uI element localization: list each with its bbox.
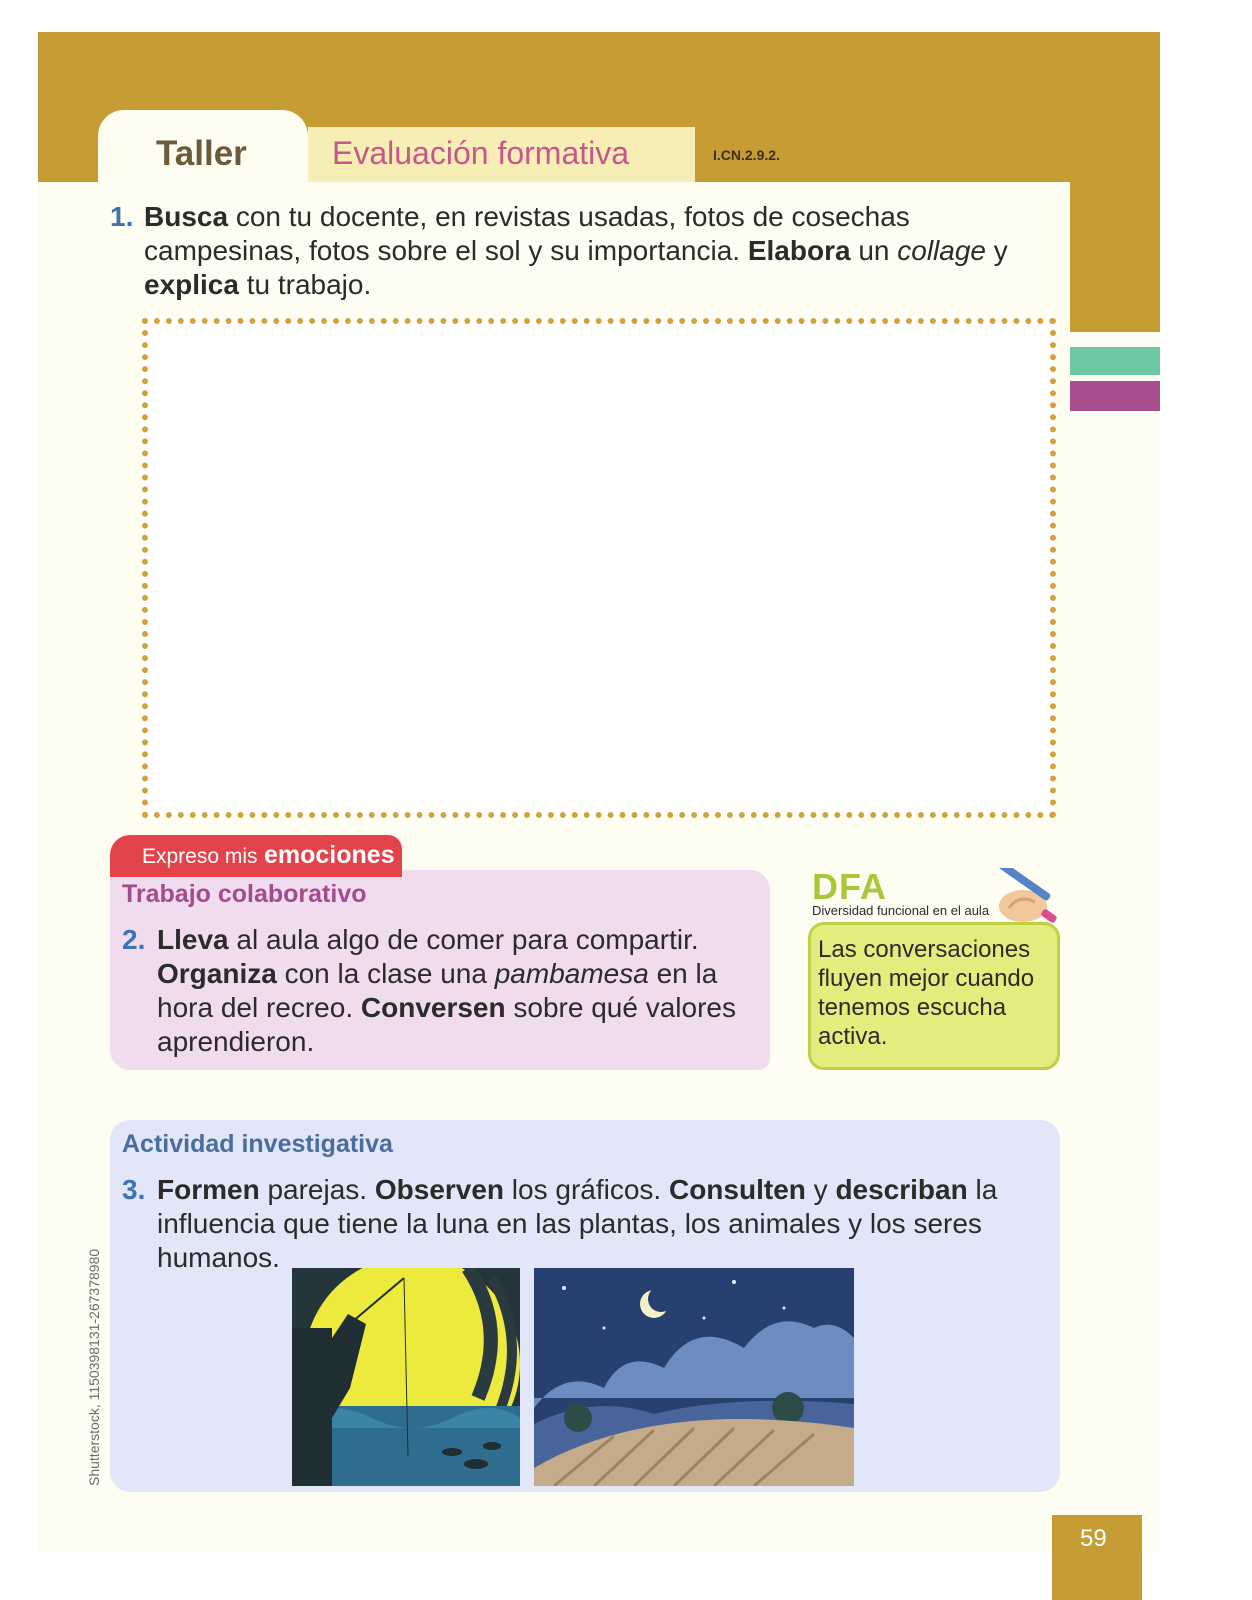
tab-taller	[98, 110, 308, 190]
q2-text: en la hora del recreo.	[157, 958, 718, 1023]
tab-evaluacion	[308, 127, 695, 182]
question-3-number: 3.	[122, 1174, 146, 1205]
emotions-tab-label-a: Expreso mis	[142, 845, 258, 868]
q3-verb-consulten: Consulten	[668, 1174, 806, 1205]
q2-text: al aula algo de comer para compartir.	[228, 924, 699, 955]
image-credit: Shutterstock, 1150398131-267378980	[86, 1248, 102, 1486]
q2-pambamesa: pambamesa	[494, 958, 649, 989]
night-landscape-illustration	[534, 1268, 854, 1486]
q1-collage: collage	[897, 235, 986, 266]
collaborative-subtitle: Trabajo colaborativo	[122, 880, 367, 908]
dfa-text: Las conversaciones fluyen mejor cuando tenemos escucha activa.	[818, 936, 1035, 1050]
q3-verb-observen: Observen	[374, 1174, 505, 1205]
page-number: 59	[1052, 1515, 1142, 1600]
q1-verb-busca: Busca	[144, 201, 229, 232]
indicator-code: I.CN.2.9.2.	[713, 147, 780, 163]
question-2	[122, 923, 762, 1059]
side-band	[1070, 32, 1162, 332]
emotions-tab	[110, 835, 402, 877]
q1-text: un	[850, 235, 898, 266]
q3-text: parejas.	[259, 1174, 375, 1205]
q3-text: la influencia que tiene la luna en las plantas, los animales y los seres humanos.	[157, 1174, 998, 1273]
tab-taller-label: Taller	[156, 134, 247, 173]
research-subtitle: Actividad investigativa	[122, 1130, 393, 1158]
question-3	[122, 1173, 1052, 1275]
question-2-number: 2.	[122, 924, 146, 955]
question-1-text	[144, 200, 1070, 302]
q2-verb-conversen: Conversen	[360, 992, 506, 1023]
q3-verb-formen: Formen	[157, 1174, 260, 1205]
q3-verb-describan: describan	[835, 1174, 968, 1205]
collage-drawing-area[interactable]	[142, 318, 1056, 818]
q2-verb-organiza: Organiza	[157, 958, 277, 989]
q1-verb-elabora: Elabora	[747, 235, 851, 266]
q2-text: sobre qué valores aprendieron.	[157, 992, 736, 1057]
question-2-text	[157, 923, 762, 1059]
q1-text: con tu docente, en revistas usadas, fotos de cosechas campesinas, fotos sobre el sol y su importancia.	[144, 201, 910, 266]
q1-text: tu trabajo.	[238, 269, 372, 300]
side-stripe-purple	[1070, 381, 1162, 411]
question-3-text	[157, 1173, 1052, 1275]
q3-text: y	[805, 1174, 836, 1205]
emotions-tab-label-b: emociones	[264, 841, 395, 869]
q2-verb-lleva: Lleva	[157, 924, 229, 955]
page-margin	[1160, 0, 1252, 1600]
q2-text: con la clase una	[276, 958, 495, 989]
question-1-number: 1.	[110, 201, 134, 232]
dfa-subtitle: Diversidad funcional en el aula	[812, 903, 990, 918]
q3-text: los gráficos.	[504, 1174, 669, 1205]
tab-evaluacion-label: Evaluación formativa	[332, 135, 630, 171]
dfa-title: DFA	[812, 866, 887, 907]
side-stripe-green	[1070, 347, 1162, 375]
question-1	[110, 200, 1070, 302]
q1-verb-explica: explica	[144, 269, 239, 300]
fisherman-moon-illustration	[292, 1268, 520, 1486]
q1-text: y	[985, 235, 1008, 266]
